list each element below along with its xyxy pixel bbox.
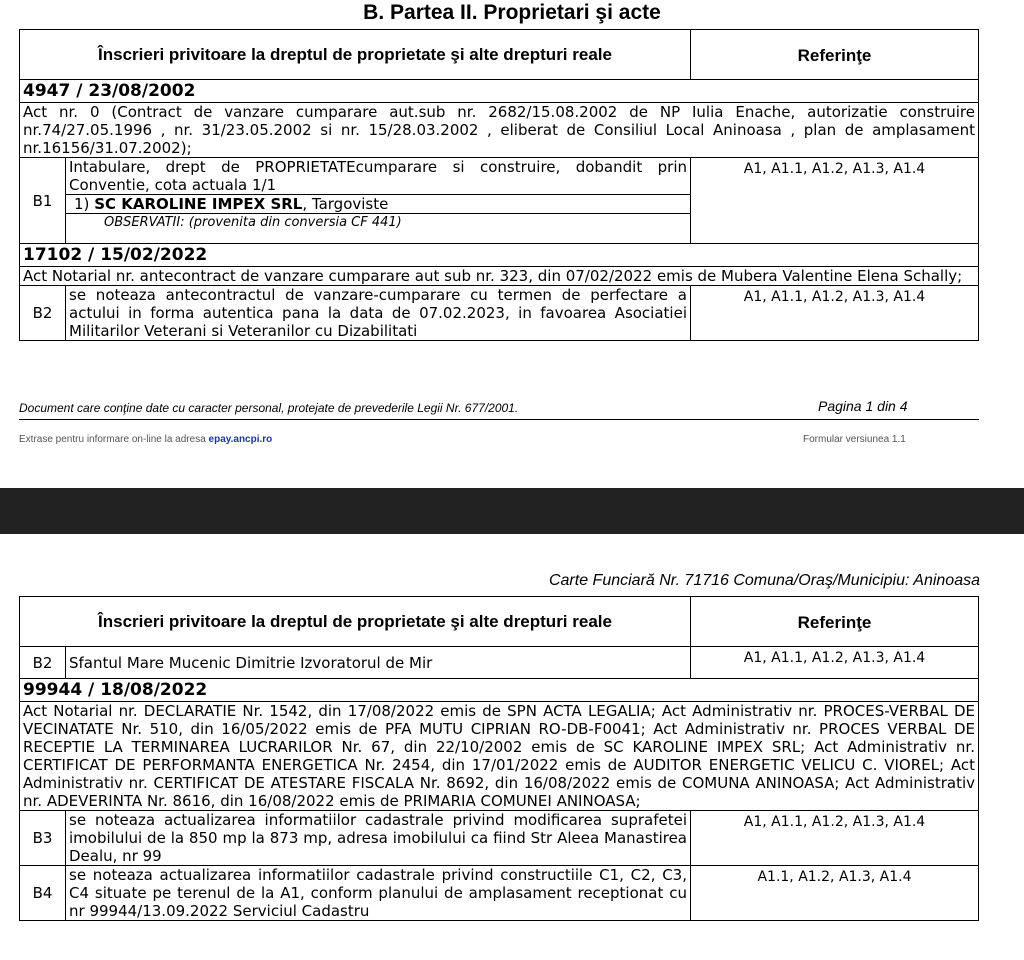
entry-id-row [20,80,979,103]
inscription-references: A1, A1.1, A1.2, A1.3, A1.4 [691,158,979,244]
online-extract-note [19,434,272,445]
inscription-references: A1, A1.1, A1.2, A1.3, A1.4 [691,647,979,679]
page-number: Pagina 1 din 4 [818,398,908,414]
rights-table [19,29,979,341]
entry-act-row [20,103,979,158]
entry-act-row [20,267,979,286]
inscription-row [20,866,979,921]
inscription-references: A1.1, A1.2, A1.3, A1.4 [691,866,979,921]
act-description: Act Notarial nr. antecontract de vanzare cumparare aut sub nr. 323, din 07/02/2022 emis de Mubera Valentine Elena Schally; [20,267,979,286]
header-entries: Înscrieri privitoare la dreptul de proprietate şi alte drepturi reale [20,30,691,80]
epay-link[interactable]: epay.ancpi.ro [208,434,273,445]
owner [66,195,691,214]
table-header-row [20,30,979,80]
inscription-row [20,286,979,341]
inscription-row [20,811,979,866]
inscription-text: se noteaza antecontractul de vanzare-cumparare cu termen de perfectare a actului in forma autentica pana la data de 07.02.2023, in favoarea Asociatiei Militarilor Veterani si Veteranilor cu Dizabilitati [66,286,691,341]
inscription-code: B2 [20,647,66,679]
form-version: Formular versiunea 1.1 [803,434,906,445]
extract-text: Extrase pentru informare on-line la adresa [19,434,206,445]
inscription-references: A1, A1.1, A1.2, A1.3, A1.4 [691,811,979,866]
inscription-code: B4 [20,866,66,921]
owner-name: SC KAROLINE IMPEX SRL [94,195,303,213]
inscription-text: se noteaza actualizarea informatiilor cadastrale privind modificarea suprafetei imobilului de la 850 mp la 873 mp, adresa imobilului ca fiind Str Aleea Manastirea Dealu, nr 99 [66,811,691,866]
inscription-text: se noteaza actualizarea informatiilor cadastrale privind constructiile C1, C2, C3, C4 situate pe terenul de la A1, conform planului de amplasament receptionat cu nr 99944/13.09.2022 Serviciul Cadastru [66,866,691,921]
owner-index: 1) [74,195,90,213]
rights-table [19,596,979,921]
entry-number: 17102 / 15/02/2022 [20,244,979,267]
observations: OBSERVATII: (provenita din conversia CF 441) [66,214,691,244]
inscription-text: Intabulare, drept de PROPRIETATEcumparare si construire, dobandit prin Conventie, cota actuala 1/1 [66,158,691,195]
inscription-text: Sfantul Mare Mucenic Dimitrie Izvoratorul de Mir [66,647,691,679]
document-page-2 [0,534,1024,960]
entry-act-row [20,702,979,811]
inscription-code: B3 [20,811,66,866]
section-title: B. Partea II. Proprietari şi acte [363,1,661,24]
footer-divider [19,419,979,420]
page-separator [0,488,1024,534]
act-description: Act nr. 0 (Contract de vanzare cumparare aut.sub nr. 2682/15.08.2002 de NP Iulia Enache, autorizatie construire nr.74/27.05.1996 , nr. 31/23.05.2002 si nr. 15/28.03.2002 , eliberat de Consiliul Local Aninoasa , plan de amplasament nr.16156/31.07.2002); [20,103,979,158]
land-book-header: Carte Funciară Nr. 71716 Comuna/Oraş/Municipiu: Aninoasa [548,572,980,589]
inscription-row [20,158,979,195]
header-references: Referinţe [691,30,979,80]
entry-id-row [20,679,979,702]
entry-number: 4947 / 23/08/2002 [20,80,979,103]
header-references: Referinţe [691,597,979,647]
inscription-references: A1, A1.1, A1.2, A1.3, A1.4 [691,286,979,341]
owner-city: , Targoviste [302,195,389,213]
entry-id-row [20,244,979,267]
privacy-note: Document care conţine date cu caracter personal, protejate de prevederile Legii Nr. 677/2001. [19,401,519,415]
inscription-code: B2 [20,286,66,341]
entry-number: 99944 / 18/08/2022 [20,679,979,702]
inscription-row [20,647,979,679]
header-entries: Înscrieri privitoare la dreptul de proprietate şi alte drepturi reale [20,597,691,647]
act-description: Act Notarial nr. DECLARATIE Nr. 1542, din 17/08/2022 emis de SPN ACTA LEGALIA; Act Administrativ nr. PROCES-VERBAL DE VECINATATE Nr. 510, din 16/05/2022 emis de PFA MUTU CIPRIAN RO-DB-F0041; Act Administrativ nr. PROCES VERBAL DE RECEPTIE LA TERMINAREA LUCRARILOR Nr. 67, din 22/10/2002 emis de SC KAROLINE IMPEX SRL; Act Administrativ nr. CERTIFICAT DE PERFORMANTA ENERGETICA Nr. 2454, din 17/01/2022 emis de AUDITOR ENERGETIC VELICU C. VIOREL; Act Administrativ nr. CERTIFICAT DE ATESTARE FISCALA Nr. 8692, din 16/08/2022 emis de COMUNA ANINOASA; Act Administrativ nr. ADEVERINTA Nr. 8616, din 16/08/2022 emis de PRIMARIA COMUNEI ANINOASA; [20,702,979,811]
table-header-row [20,597,979,647]
inscription-code: B1 [20,158,66,244]
